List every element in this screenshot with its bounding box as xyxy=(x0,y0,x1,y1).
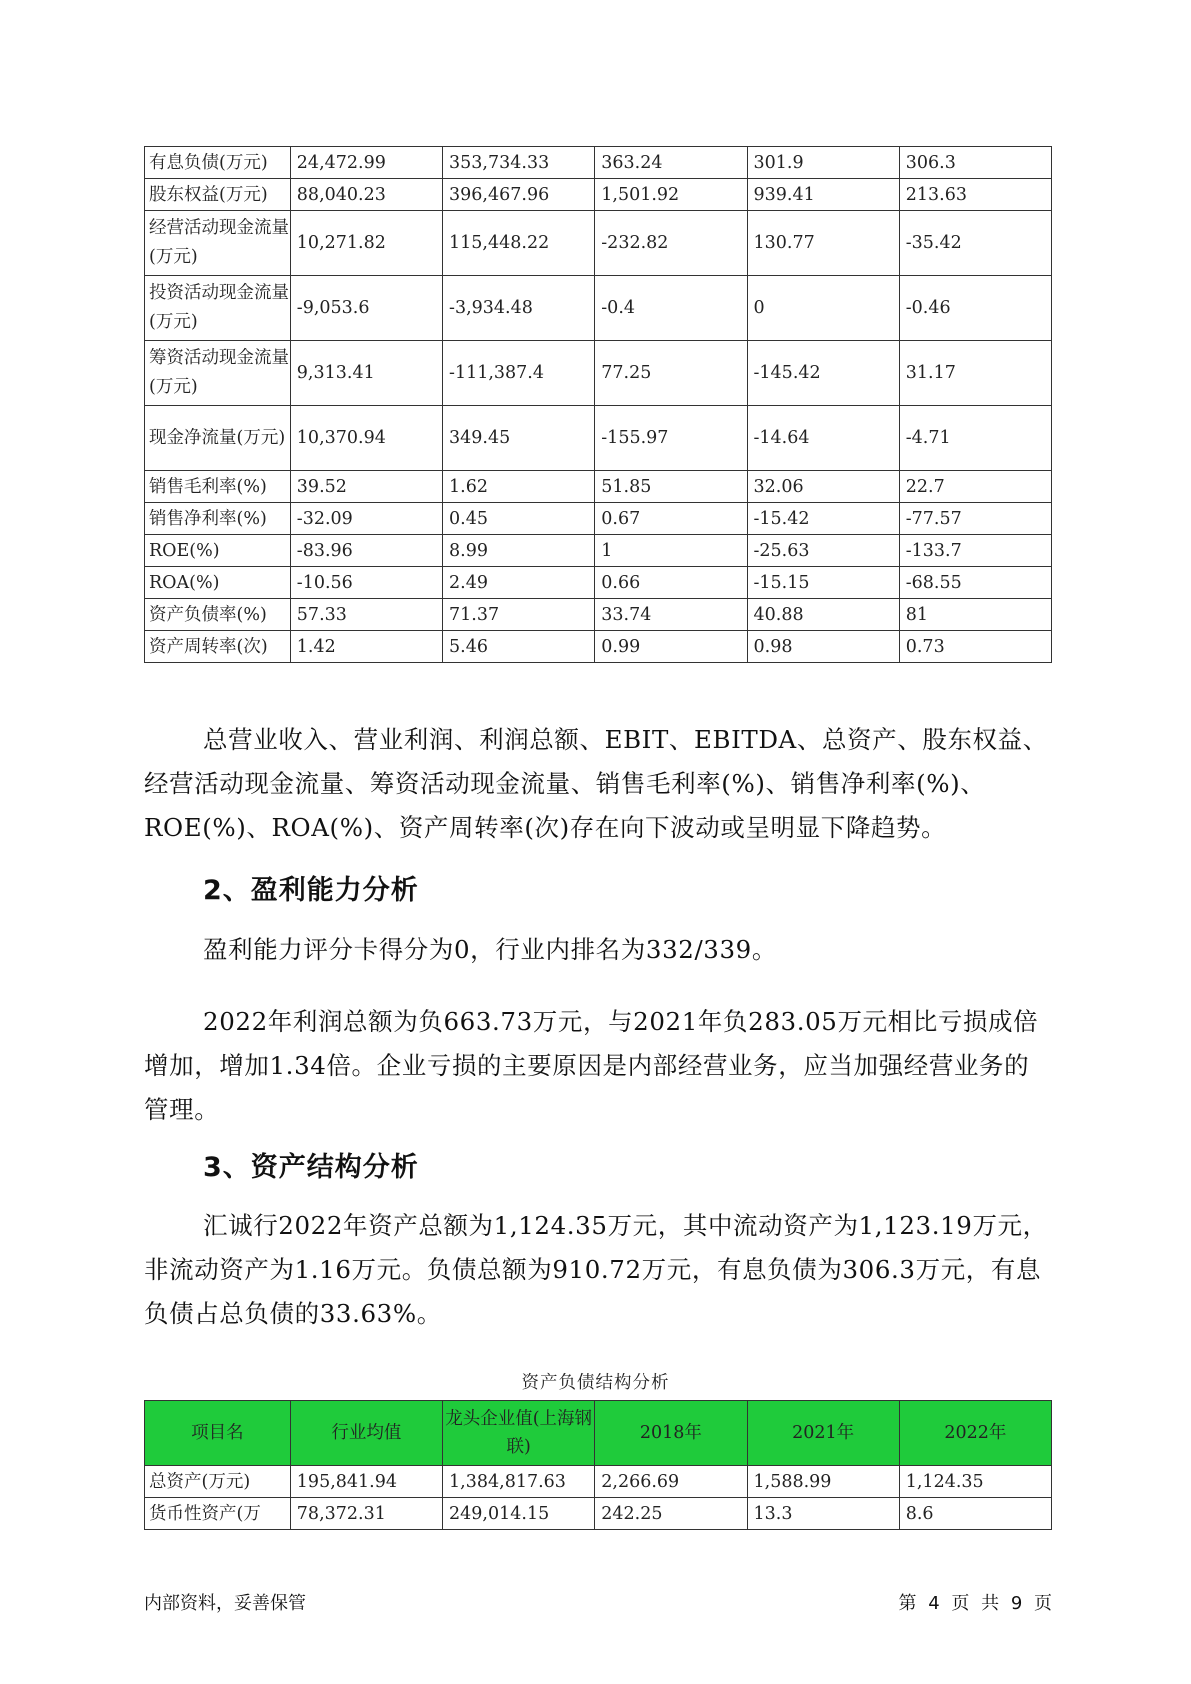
table-cell: -232.82 xyxy=(595,211,747,276)
table-cell: 0.99 xyxy=(595,631,747,663)
table-cell: 39.52 xyxy=(290,471,442,503)
table-cell: 5.46 xyxy=(443,631,595,663)
column-header: 项目名 xyxy=(145,1401,291,1466)
table-row xyxy=(145,276,1052,341)
table-cell: -3,934.48 xyxy=(443,276,595,341)
table-cell: 306.3 xyxy=(899,147,1051,179)
table-cell: -145.42 xyxy=(747,341,899,406)
table-row xyxy=(145,1498,1052,1530)
table-cell: 2,266.69 xyxy=(595,1466,747,1498)
table-cell: 0.45 xyxy=(443,503,595,535)
asset-structure-paragraph: 汇诚行2022年资产总额为1,124.35万元，其中流动资产为1,123.19万元，非流动资产为1.16万元。负债总额为910.72万元，有息负债为306.3万元，有息负债占总负债的33.63%。 xyxy=(144,1211,1048,1328)
table-cell: 71.37 xyxy=(443,599,595,631)
footer-page-number: 第 4 页 共 9 页 xyxy=(898,1593,1052,1614)
row-label: 现金净流量(万元) xyxy=(145,406,291,471)
table-cell: 249,014.15 xyxy=(443,1498,595,1530)
table-cell: 13.3 xyxy=(747,1498,899,1530)
table-cell: -0.46 xyxy=(899,276,1051,341)
asset-liability-structure-table xyxy=(144,1400,1052,1530)
row-label: 销售毛利率(%) xyxy=(145,471,291,503)
table-cell: 8.99 xyxy=(443,535,595,567)
table-row xyxy=(145,147,1052,179)
row-label: 货币性资产(万 xyxy=(145,1498,291,1530)
column-header: 行业均值 xyxy=(290,1401,442,1466)
table-cell: -25.63 xyxy=(747,535,899,567)
table-cell: -15.42 xyxy=(747,503,899,535)
table-cell: 301.9 xyxy=(747,147,899,179)
table-cell: -35.42 xyxy=(899,211,1051,276)
row-label: 资产负债率(%) xyxy=(145,599,291,631)
table-cell: 32.06 xyxy=(747,471,899,503)
financial-indicators-table xyxy=(144,146,1052,663)
table-cell: 0.66 xyxy=(595,567,747,599)
table-cell: 349.45 xyxy=(443,406,595,471)
column-header: 龙头企业值(上海钢联) xyxy=(443,1401,595,1466)
row-label: ROE(%) xyxy=(145,535,291,567)
table-cell: 0.98 xyxy=(747,631,899,663)
table-cell: -133.7 xyxy=(899,535,1051,567)
table-caption: 资产负债结构分析 xyxy=(521,1373,670,1393)
table-row xyxy=(145,341,1052,406)
table-cell: 22.7 xyxy=(899,471,1051,503)
table-cell: -14.64 xyxy=(747,406,899,471)
profitability-score-paragraph: 盈利能力评分卡得分为0，行业内排名为332/339。 xyxy=(203,935,777,964)
table-cell: 0 xyxy=(747,276,899,341)
table-cell: 1,588.99 xyxy=(747,1466,899,1498)
table-row xyxy=(145,211,1052,276)
table-cell: 9,313.41 xyxy=(290,341,442,406)
table-row xyxy=(145,179,1052,211)
table-cell: 1,501.92 xyxy=(595,179,747,211)
table-cell: 213.63 xyxy=(899,179,1051,211)
row-label: 销售净利率(%) xyxy=(145,503,291,535)
table-cell: 51.85 xyxy=(595,471,747,503)
table-cell: 363.24 xyxy=(595,147,747,179)
table-cell: 1,384,817.63 xyxy=(443,1466,595,1498)
table-cell: 57.33 xyxy=(290,599,442,631)
table-cell: 1.62 xyxy=(443,471,595,503)
table-cell: 81 xyxy=(899,599,1051,631)
table-cell: 0.73 xyxy=(899,631,1051,663)
profit-analysis-paragraph: 2022年利润总额为负663.73万元，与2021年负283.05万元相比亏损成倍增加，增加1.34倍。企业亏损的主要原因是内部经营业务，应当加强经营业务的管理。 xyxy=(144,1007,1039,1124)
table-cell: 115,448.22 xyxy=(443,211,595,276)
table-cell: 353,734.33 xyxy=(443,147,595,179)
row-label: 经营活动现金流量(万元) xyxy=(145,211,291,276)
table-cell: -77.57 xyxy=(899,503,1051,535)
table-cell: 130.77 xyxy=(747,211,899,276)
table-cell: 2.49 xyxy=(443,567,595,599)
table-header-row xyxy=(145,1401,1052,1466)
column-header: 2018年 xyxy=(595,1401,747,1466)
column-header: 2022年 xyxy=(899,1401,1051,1466)
table-cell: 24,472.99 xyxy=(290,147,442,179)
table-cell: -9,053.6 xyxy=(290,276,442,341)
section-heading-profitability: 2、盈利能力分析 xyxy=(203,875,419,906)
table-cell: -68.55 xyxy=(899,567,1051,599)
table-cell: -111,387.4 xyxy=(443,341,595,406)
row-label: 资产周转率(次) xyxy=(145,631,291,663)
table-cell: 8.6 xyxy=(899,1498,1051,1530)
table-row xyxy=(145,1466,1052,1498)
table-cell: 10,271.82 xyxy=(290,211,442,276)
table-cell: 33.74 xyxy=(595,599,747,631)
table-cell: -15.15 xyxy=(747,567,899,599)
table-cell: 1 xyxy=(595,535,747,567)
table-cell: -4.71 xyxy=(899,406,1051,471)
section-heading-asset-structure: 3、资产结构分析 xyxy=(203,1152,419,1183)
table-cell: 1.42 xyxy=(290,631,442,663)
column-header: 2021年 xyxy=(747,1401,899,1466)
table-cell: 10,370.94 xyxy=(290,406,442,471)
table-row xyxy=(145,503,1052,535)
table-cell: 77.25 xyxy=(595,341,747,406)
table-cell: 242.25 xyxy=(595,1498,747,1530)
table-row xyxy=(145,535,1052,567)
trend-summary-paragraph: 总营业收入、营业利润、利润总额、EBIT、EBITDA、总资产、股东权益、经营活动现金流量、筹资活动现金流量、销售毛利率(%)、销售净利率(%)、ROE(%)、ROA(%)、资产周转率(次)存在向下波动或呈明显下降趋势。 xyxy=(144,725,1048,842)
table-row xyxy=(145,567,1052,599)
row-label: ROA(%) xyxy=(145,567,291,599)
table-cell: 88,040.23 xyxy=(290,179,442,211)
footer-confidential-note: 内部资料，妥善保管 xyxy=(144,1593,306,1614)
table-row xyxy=(145,599,1052,631)
table-row xyxy=(145,631,1052,663)
table-cell: 31.17 xyxy=(899,341,1051,406)
row-label: 有息负债(万元) xyxy=(145,147,291,179)
table-cell: 1,124.35 xyxy=(899,1466,1051,1498)
table-row xyxy=(145,471,1052,503)
row-label: 股东权益(万元) xyxy=(145,179,291,211)
row-label: 总资产(万元) xyxy=(145,1466,291,1498)
table-cell: -0.4 xyxy=(595,276,747,341)
table-cell: 78,372.31 xyxy=(290,1498,442,1530)
table-cell: 195,841.94 xyxy=(290,1466,442,1498)
table-cell: 0.67 xyxy=(595,503,747,535)
row-label: 筹资活动现金流量(万元) xyxy=(145,341,291,406)
table-cell: 40.88 xyxy=(747,599,899,631)
table-cell: -10.56 xyxy=(290,567,442,599)
table-cell: 396,467.96 xyxy=(443,179,595,211)
table-cell: 939.41 xyxy=(747,179,899,211)
table-row xyxy=(145,406,1052,471)
table-cell: -83.96 xyxy=(290,535,442,567)
table-cell: -155.97 xyxy=(595,406,747,471)
table-cell: -32.09 xyxy=(290,503,442,535)
row-label: 投资活动现金流量(万元) xyxy=(145,276,291,341)
